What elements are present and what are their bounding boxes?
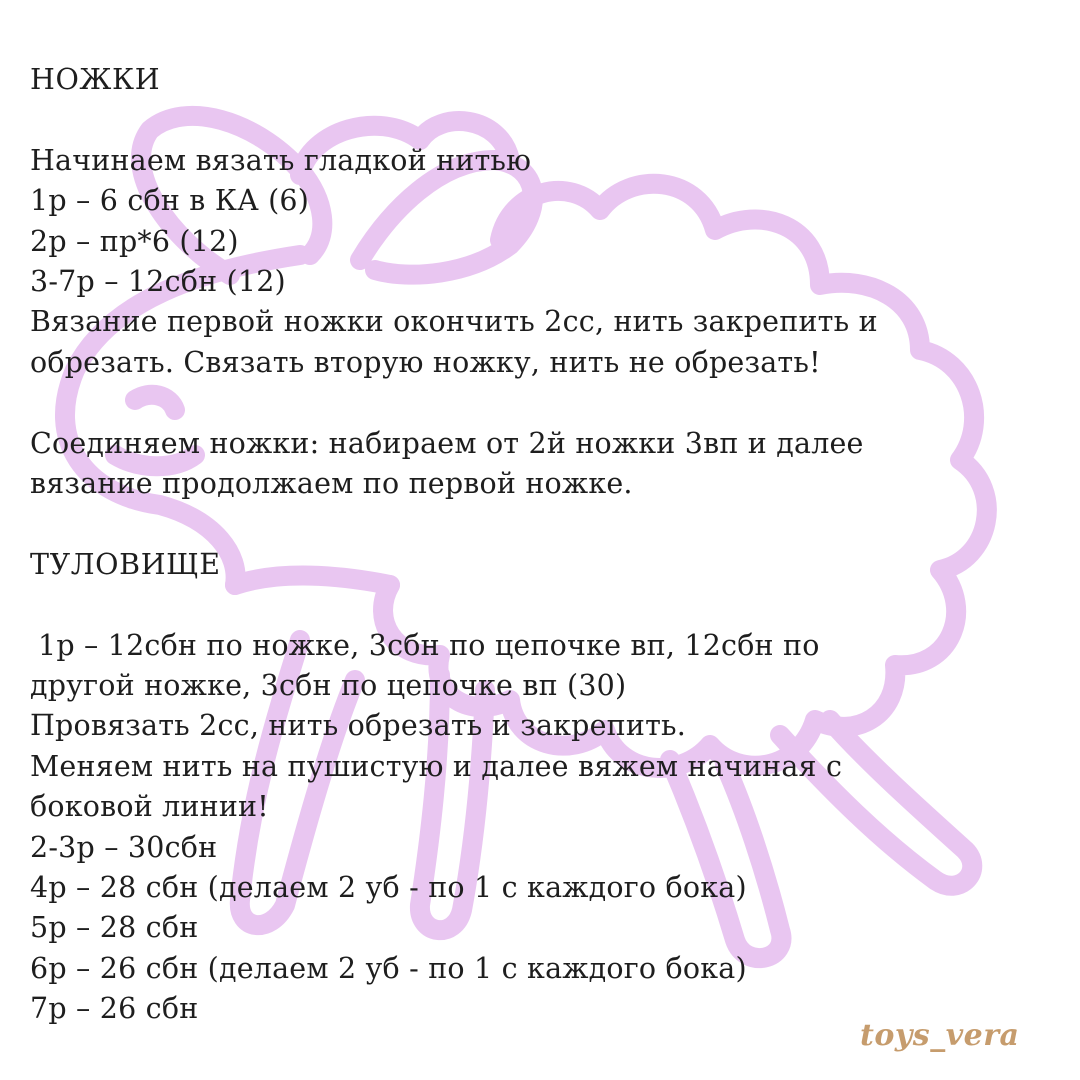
recipe-line: Меняем нить на пушистую и далее вяжем начиная с [30, 749, 843, 783]
recipe-line: боковой линии! [30, 790, 269, 824]
recipe-line: 3-7р – 12сбн (12) [30, 265, 286, 299]
recipe-line: 1р – 6 сбн в КА (6) [30, 184, 310, 218]
blank-line [30, 383, 1060, 423]
recipe-line: Вязание первой ножки окончить 2сс, нить закрепить и [30, 305, 878, 339]
recipe-line: 7р – 26 сбн [30, 992, 199, 1026]
recipe-line: 1р – 12сбн по ножке, 3сбн по цепочке вп, 12сбн по [38, 628, 820, 662]
blank-line [30, 585, 1060, 625]
section-heading-legs: НОЖКИ [30, 63, 161, 96]
blank-line [30, 504, 1060, 544]
recipe-line: Провязать 2сс, нить обрезать и закрепить. [30, 709, 687, 743]
recipe-line: 4р – 28 сбн (делаем 2 уб - по 1 с каждого бока) [30, 871, 747, 905]
recipe-line: 6р – 26 сбн (делаем 2 уб - по 1 с каждого бока) [30, 951, 747, 985]
recipe-line: 2-3р – 30сбн [30, 830, 218, 864]
recipe-text [30, 60, 1060, 1030]
watermark-signature: toys_vera [860, 1018, 1020, 1053]
section-heading-body: ТУЛОВИЩЕ [30, 547, 221, 581]
blank-line [30, 100, 1060, 140]
recipe-line: Начинаем вязать гладкой нитью [30, 143, 532, 177]
recipe-line: обрезать. Связать вторую ножку, нить не обрезать! [30, 345, 821, 379]
recipe-line: вязание продолжаем по первой ножке. [30, 467, 633, 501]
recipe-line: 5р – 28 сбн [30, 911, 199, 945]
recipe-line: 2р – пр*6 (12) [30, 224, 239, 258]
recipe-line: другой ножке, 3сбн по цепочке вп (30) [30, 669, 627, 703]
recipe-line: Соединяем ножки: набираем от 2й ножки 3вп и далее [30, 426, 864, 460]
